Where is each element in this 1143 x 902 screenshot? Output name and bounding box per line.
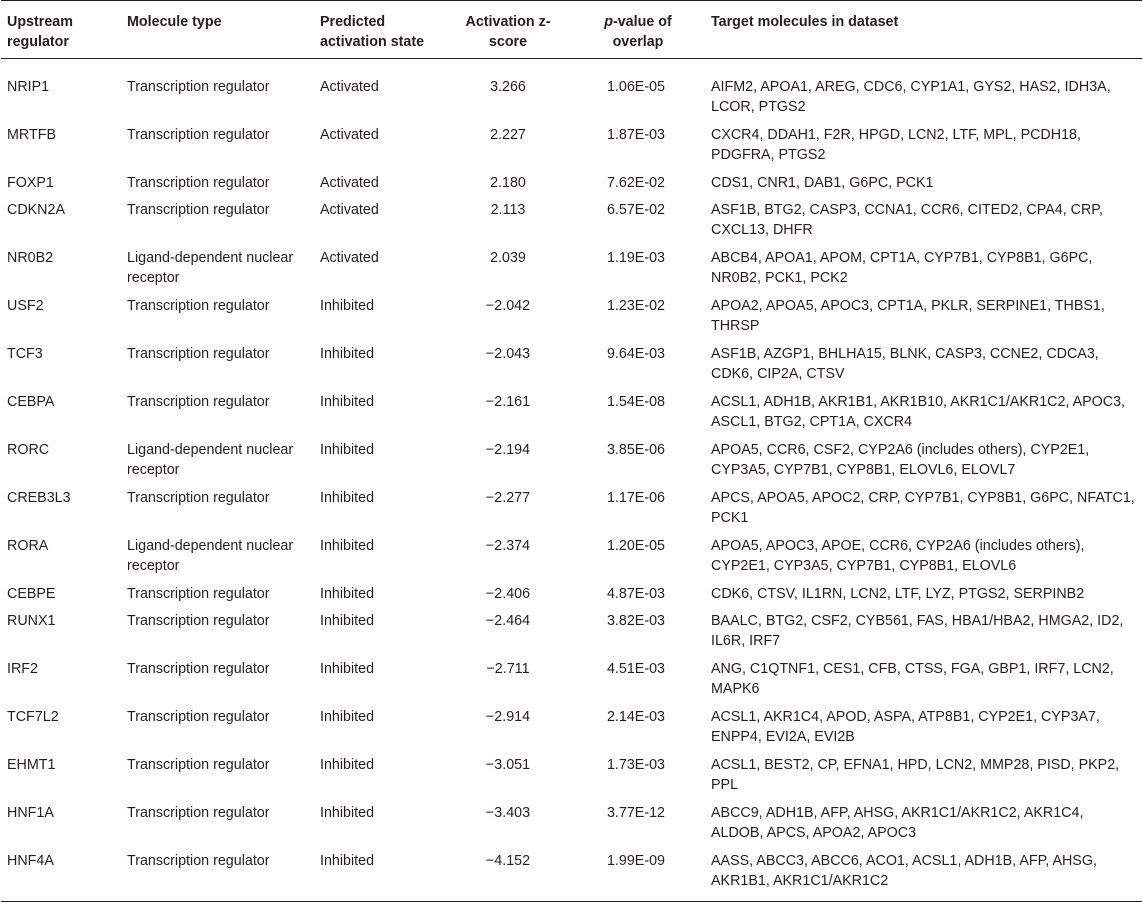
activation-state-cell: Inhibited [320,756,375,773]
regulator-cell: CDKN2A [7,201,65,218]
activation-state-cell: Activated [320,79,379,95]
activation-state-cell: Activated [320,201,379,218]
header-target-molecules: Target molecules in dataset [705,1,1142,59]
upstream-regulator-table [1,0,1142,901]
p-value-cell: 1.73E-03 [606,756,665,773]
z-score-cell: −2.277 [485,489,531,506]
table-row [1,847,1142,901]
regulator-cell: EHMT1 [7,756,56,773]
z-score-cell: 2.180 [490,174,526,191]
z-score-cell: −2.374 [485,537,531,554]
molecule-type-cell: Transcription regulator [127,297,270,314]
z-score-cell: −2.042 [485,297,531,314]
target-molecules-cell: APCS, APOA5, APOC2, CRP, CYP7B1, CYP8B1, G6PC, NFATC1, PCK1 [711,489,1135,526]
molecule-type-cell: Transcription regulator [127,585,270,602]
activation-state-cell: Inhibited [320,708,375,725]
regulator-cell: HNF4A [7,852,54,869]
activation-state-cell: Activated [320,249,379,266]
p-value-cell: 1.23E-02 [606,297,665,314]
activation-state-cell: Activated [320,126,379,143]
header-p-italic: p [604,14,613,30]
target-molecules-cell: APOA5, CCR6, CSF2, CYP2A6 (includes others), CYP2E1, CYP3A5, CYP7B1, CYP8B1, ELOVL6, ELOVL7 [711,441,1090,478]
table-row [1,655,1142,703]
molecule-type-cell: Ligand-dependent nuclear receptor [127,537,294,574]
z-score-cell: 2.039 [490,249,526,266]
regulator-cell: RORA [7,537,49,554]
table-row [1,169,1142,196]
regulator-cell: IRF2 [7,660,38,677]
z-score-cell: −2.043 [485,345,531,362]
molecule-type-cell: Transcription regulator [127,393,270,410]
p-value-cell: 1.06E-05 [606,79,665,95]
activation-state-cell: Inhibited [320,660,375,677]
z-score-cell: −2.194 [485,441,531,458]
target-molecules-cell: APOA5, APOC3, APOE, CCR6, CYP2A6 (includes others), CYP2E1, CYP3A5, CYP7B1, CYP8B1, ELOVL6 [711,537,1085,574]
target-molecules-cell: CXCR4, DDAH1, F2R, HPGD, LCN2, LTF, MPL, PCDH18, PDGFRA, PTGS2 [711,126,1081,163]
table-row [1,292,1142,340]
table-row [1,340,1142,388]
p-value-cell: 7.62E-02 [606,174,665,191]
table-row [1,484,1142,532]
z-score-cell: −3.403 [485,804,531,821]
molecule-type-cell: Transcription regulator [127,345,270,362]
table-row [1,436,1142,484]
p-value-cell: 1.20E-05 [606,537,665,554]
molecule-type-cell: Transcription regulator [127,489,270,506]
target-molecules-cell: ASF1B, AZGP1, BHLHA15, BLNK, CASP3, CCNE2, CDCA3, CDK6, CIP2A, CTSV [711,345,1099,382]
z-score-cell: −2.406 [485,585,531,602]
p-value-cell: 4.87E-03 [606,585,665,602]
p-value-cell: 1.19E-03 [606,249,665,266]
header-p-value [571,1,705,59]
p-value-cell: 6.57E-02 [606,201,665,218]
regulator-cell: CEBPA [7,393,55,410]
activation-state-cell: Inhibited [320,297,375,314]
regulator-cell: USF2 [7,297,44,314]
z-score-cell: −2.464 [485,612,531,629]
activation-state-cell: Inhibited [320,537,375,554]
molecule-type-cell: Transcription regulator [127,201,270,218]
regulator-cell: TCF7L2 [7,708,59,725]
p-value-cell: 1.87E-03 [606,126,665,143]
molecule-type-cell: Transcription regulator [127,79,270,95]
regulator-cell: NRIP1 [7,79,50,95]
target-molecules-cell: ANG, C1QTNF1, CES1, CFB, CTSS, FGA, GBP1, IRF7, LCN2, MAPK6 [711,660,1114,697]
z-score-cell: 3.266 [490,79,526,95]
p-value-cell: 2.14E-03 [606,708,665,725]
regulator-cell: NR0B2 [7,249,54,266]
target-molecules-cell: ACSL1, BEST2, CP, EFNA1, HPD, LCN2, MMP28, PISD, PKP2, PPL [711,756,1120,793]
activation-state-cell: Inhibited [320,612,375,629]
table-row [1,196,1142,244]
header-p-rest: -value of overlap [612,14,672,50]
regulator-cell: TCF3 [7,345,43,362]
target-molecules-cell: ABCC9, ADH1B, AFP, AHSG, AKR1C1/AKR1C2, AKR1C4, ALDOB, APCS, APOA2, APOC3 [711,804,1084,841]
target-molecules-cell: ACSL1, ADH1B, AKR1B1, AKR1B10, AKR1C1/AKR1C2, APOC3, ASCL1, BTG2, CPT1A, CXCR4 [711,393,1126,430]
table-row [1,59,1142,121]
molecule-type-cell: Transcription regulator [127,174,270,191]
header-activation-z-score: Activation z-score [445,1,571,59]
activation-state-cell: Inhibited [320,393,375,410]
molecule-type-cell: Ligand-dependent nuclear receptor [127,249,294,286]
target-molecules-cell: ABCB4, APOA1, APOM, CPT1A, CYP7B1, CYP8B1, G6PC, NR0B2, PCK1, PCK2 [711,249,1093,286]
regulator-cell: CREB3L3 [7,489,71,506]
z-score-cell: 2.113 [490,201,526,218]
molecule-type-cell: Transcription regulator [127,660,270,677]
target-molecules-cell: AASS, ABCC3, ABCC6, ACO1, ACSL1, ADH1B, AFP, AHSG, AKR1B1, AKR1C1/AKR1C2 [711,852,1097,889]
p-value-cell: 3.85E-06 [606,441,665,458]
regulator-cell: MRTFB [7,126,56,143]
table-header-row [1,1,1142,59]
target-molecules-cell: APOA2, APOA5, APOC3, CPT1A, PKLR, SERPINE1, THBS1, THRSP [711,297,1105,334]
z-score-cell: −2.914 [485,708,531,725]
header-molecule-type: Molecule type [121,1,314,59]
p-value-cell: 1.17E-06 [606,489,665,506]
table-body [1,59,1142,901]
p-value-cell: 1.99E-09 [606,852,665,869]
z-score-cell: 2.227 [490,126,526,143]
molecule-type-cell: Transcription regulator [127,612,270,629]
table-row [1,532,1142,580]
regulator-cell: FOXP1 [7,174,54,191]
regulator-table-container [1,0,1142,902]
regulator-cell: HNF1A [7,804,54,821]
z-score-cell: −3.051 [485,756,531,773]
molecule-type-cell: Transcription regulator [127,852,270,869]
activation-state-cell: Inhibited [320,345,375,362]
activation-state-cell: Inhibited [320,585,375,602]
p-value-cell: 3.77E-12 [606,804,665,821]
molecule-type-cell: Ligand-dependent nuclear receptor [127,441,294,478]
p-value-cell: 1.54E-08 [606,393,665,410]
header-upstream-regulator: Upstream regulator [1,1,121,59]
table-row [1,799,1142,847]
molecule-type-cell: Transcription regulator [127,708,270,725]
table-row [1,751,1142,799]
header-activation-state: Predicted activation state [314,1,445,59]
p-value-cell: 3.82E-03 [606,612,665,629]
table-row [1,244,1142,292]
table-bottom-rule [1,901,1142,902]
target-molecules-cell: ACSL1, AKR1C4, APOD, ASPA, ATP8B1, CYP2E1, CYP3A7, ENPP4, EVI2A, EVI2B [711,708,1100,745]
activation-state-cell: Inhibited [320,441,375,458]
molecule-type-cell: Transcription regulator [127,126,270,143]
p-value-cell: 4.51E-03 [606,660,665,677]
activation-state-cell: Inhibited [320,489,375,506]
z-score-cell: −2.161 [485,393,531,410]
z-score-cell: −2.711 [486,660,530,677]
target-molecules-cell: BAALC, BTG2, CSF2, CYB561, FAS, HBA1/HBA2, HMGA2, ID2, IL6R, IRF7 [711,612,1124,649]
activation-state-cell: Inhibited [320,852,375,869]
table-row [1,607,1142,655]
target-molecules-cell: CDK6, CTSV, IL1RN, LCN2, LTF, LYZ, PTGS2, SERPINB2 [711,585,1085,602]
table-row [1,388,1142,436]
molecule-type-cell: Transcription regulator [127,804,270,821]
activation-state-cell: Inhibited [320,804,375,821]
activation-state-cell: Activated [320,174,379,191]
target-molecules-cell: CDS1, CNR1, DAB1, G6PC, PCK1 [711,174,934,191]
table-row [1,121,1142,169]
table-row [1,703,1142,751]
regulator-cell: RORC [7,441,50,458]
regulator-cell: RUNX1 [7,612,56,629]
z-score-cell: −4.152 [485,852,531,869]
molecule-type-cell: Transcription regulator [127,756,270,773]
table-row [1,580,1142,607]
target-molecules-cell: AIFM2, APOA1, AREG, CDC6, CYP1A1, GYS2, HAS2, IDH3A, LCOR, PTGS2 [711,79,1111,115]
regulator-cell: CEBPE [7,585,56,602]
p-value-cell: 9.64E-03 [606,345,665,362]
target-molecules-cell: ASF1B, BTG2, CASP3, CCNA1, CCR6, CITED2, CPA4, CRP, CXCL13, DHFR [711,201,1103,238]
